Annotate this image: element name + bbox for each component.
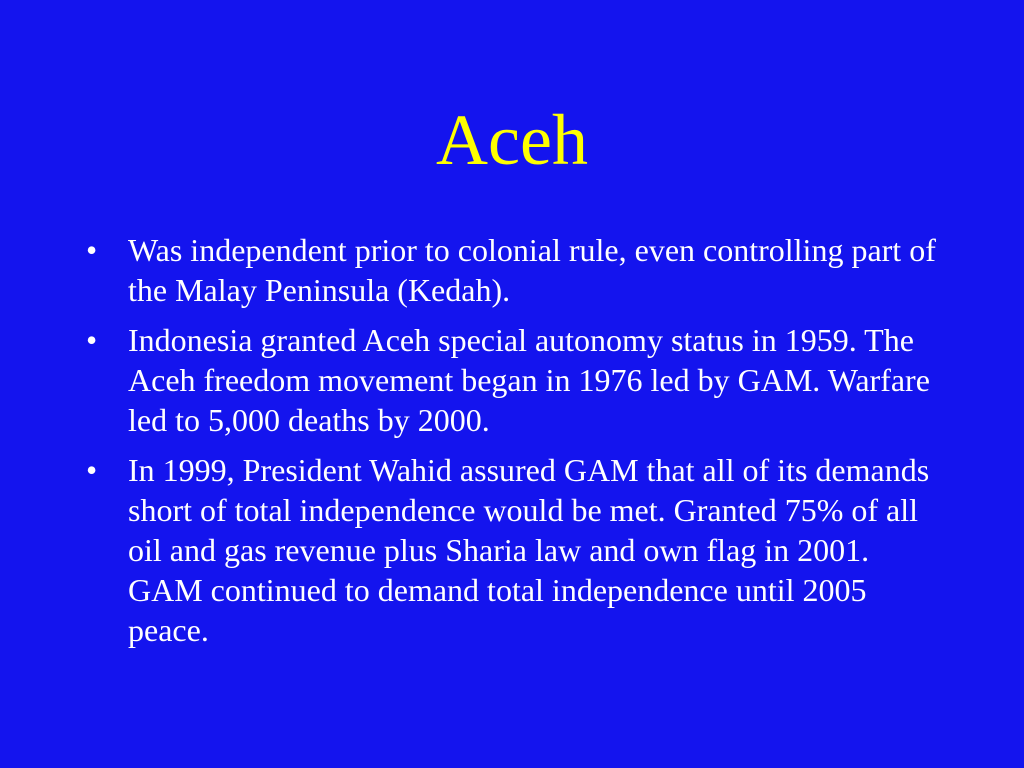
- bullet-list: [86, 230, 952, 660]
- bullet-icon: •: [86, 452, 98, 488]
- bullet-text: Was independent prior to colonial rule, even controlling part of the Malay Peninsula (Kedah).: [128, 232, 952, 308]
- bullet-icon: •: [86, 232, 98, 268]
- bullet-text: In 1999, President Wahid assured GAM that all of its demands short of total independence would be met. Granted 75% of all oil and gas revenue plus Sharia law and own flag in 2001. GAM continued to demand total independence until 2005 peace.: [128, 452, 938, 648]
- bullet-item: [86, 450, 946, 650]
- bullet-text: Indonesia granted Aceh special autonomy status in 1959. The Aceh freedom movement began in 1976 led by GAM. Warfare led to 5,000 deaths by 2000.: [128, 322, 938, 438]
- bullet-icon: •: [86, 322, 98, 358]
- bullet-item: [86, 320, 946, 440]
- bullet-item: [86, 230, 952, 310]
- slide-title: Aceh: [436, 100, 588, 180]
